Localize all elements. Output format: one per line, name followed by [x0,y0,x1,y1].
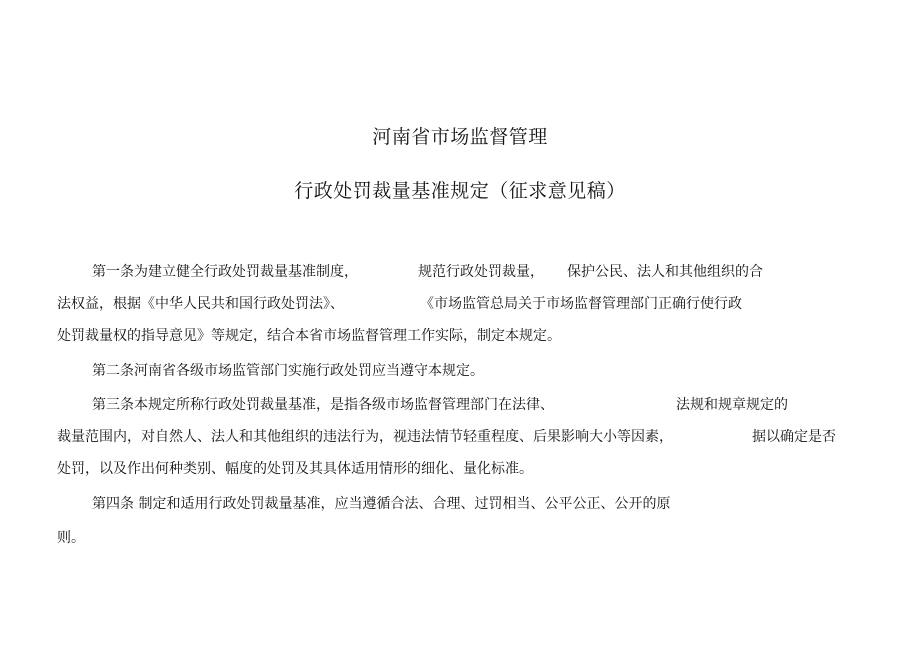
article-3-text: 据以确定是否 [752,429,836,445]
article-4-text: 第四条 制定和适用行政处罚裁量基准，应当遵循合法、合理、过罚相当、公平公正、公开的原 [92,496,671,512]
document-title-line-2: 行政处罚裁量基准规定（征求意见稿） [294,180,626,202]
document-title-line-1: 河南省市场监督管理 [372,126,548,148]
article-3-text: 处罚，以及作出何种类别、幅度的处罚及其具体适用情形的细化、量化标准。 [57,461,533,477]
article-1-text: 法权益，根据《中华人民共和国行政处罚法》、 [57,296,344,312]
article-4-text: 则。 [57,530,85,546]
article-1-text: 第一条为建立健全行政处罚裁量基准制度， [92,264,358,280]
article-3-text: 第三条本规定所称行政处罚裁量基准，是指各级市场监督管理部门在法律、 [92,397,554,413]
article-1-text: 处罚裁量权的指导意见》等规定，结合本省市场监督管理工作实际，制定本规定。 [57,328,561,344]
article-3-text: 裁量范围内，对自然人、法人和其他组织的违法行为，视违法情节轻重程度、后果影响大小等因素， [57,429,673,445]
article-1-text: 《市场监管总局关于市场监督管理部门正确行使行政 [420,296,742,312]
article-1-text: 规范行政处罚裁量， [418,264,544,280]
article-2-text: 第二条河南省各级市场监管部门实施行政处罚应当遵守本规定。 [92,363,484,379]
article-1-text: 保护公民、法人和其他组织的合 [567,264,763,280]
article-3-text: 法规和规章规定的 [676,397,788,413]
